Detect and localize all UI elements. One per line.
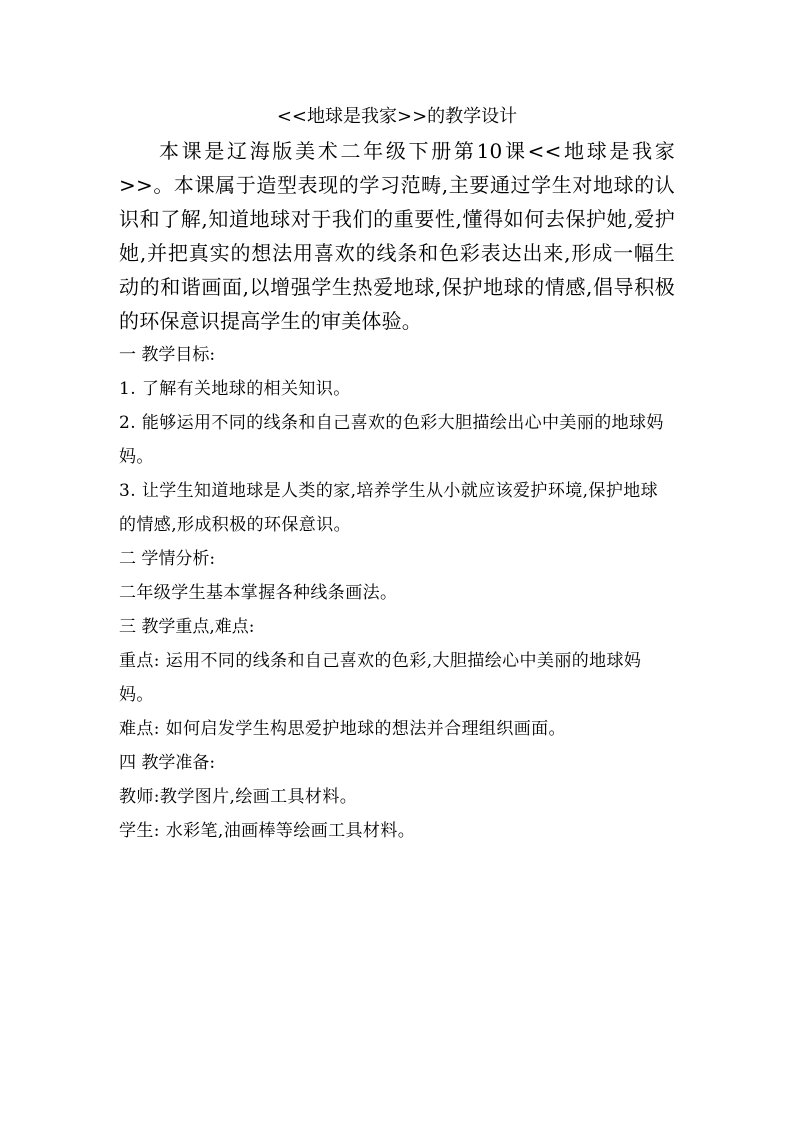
section-student-analysis: [119, 542, 675, 610]
objective-item: 3. 让学生知道地球是人类的家,培养学生从小就应该爱护环境,保护地球的情感,形成积极的环保意识。: [119, 481, 659, 535]
section-objectives: [119, 338, 675, 542]
objective-item: 1. 了解有关地球的相关知识。: [119, 379, 351, 399]
section-heading: 三 教学重点,难点:: [119, 617, 255, 637]
section-preparation: [119, 746, 675, 848]
section-key-points: [119, 610, 675, 746]
intro-paragraph: 本课是辽海版美术二年级下册第10课<<地球是我家>>。本课属于造型表现的学习范畴,主要通过学生对地球的认识和了解,知道地球对于我们的重要性,懂得如何去保护她,爱护她,并把真实的想法用喜欢的线条和色彩表达出来,形成一幅生动的和谐画面,以增强学生热爱地球,保护地球的情感,倡导积极的环保意识提高学生的审美体验。: [119, 139, 675, 333]
section-heading: 四 教学准备:: [119, 753, 216, 773]
document-body: [119, 102, 675, 848]
objective-item: 2. 能够运用不同的线条和自己喜欢的色彩大胆描绘出心中美丽的地球妈妈。: [119, 413, 664, 467]
document-title: <<地球是我家>>的教学设计: [276, 106, 518, 127]
section-heading: 二 学情分析:: [119, 549, 216, 569]
preparation-item: 教师:教学图片,绘画工具材料。: [119, 787, 358, 807]
preparation-item: 学生: 水彩笔,油画棒等绘画工具材料。: [119, 821, 416, 841]
section-heading: 一 教学目标:: [119, 345, 216, 365]
analysis-item: 二年级学生基本掌握各种线条画法。: [119, 583, 398, 603]
key-point-item: 重点: 运用不同的线条和自己喜欢的色彩,大胆描绘心中美丽的地球妈妈。: [119, 651, 642, 705]
difficulty-item: 难点: 如何启发学生构思爱护地球的想法并合理组织画面。: [119, 719, 566, 739]
